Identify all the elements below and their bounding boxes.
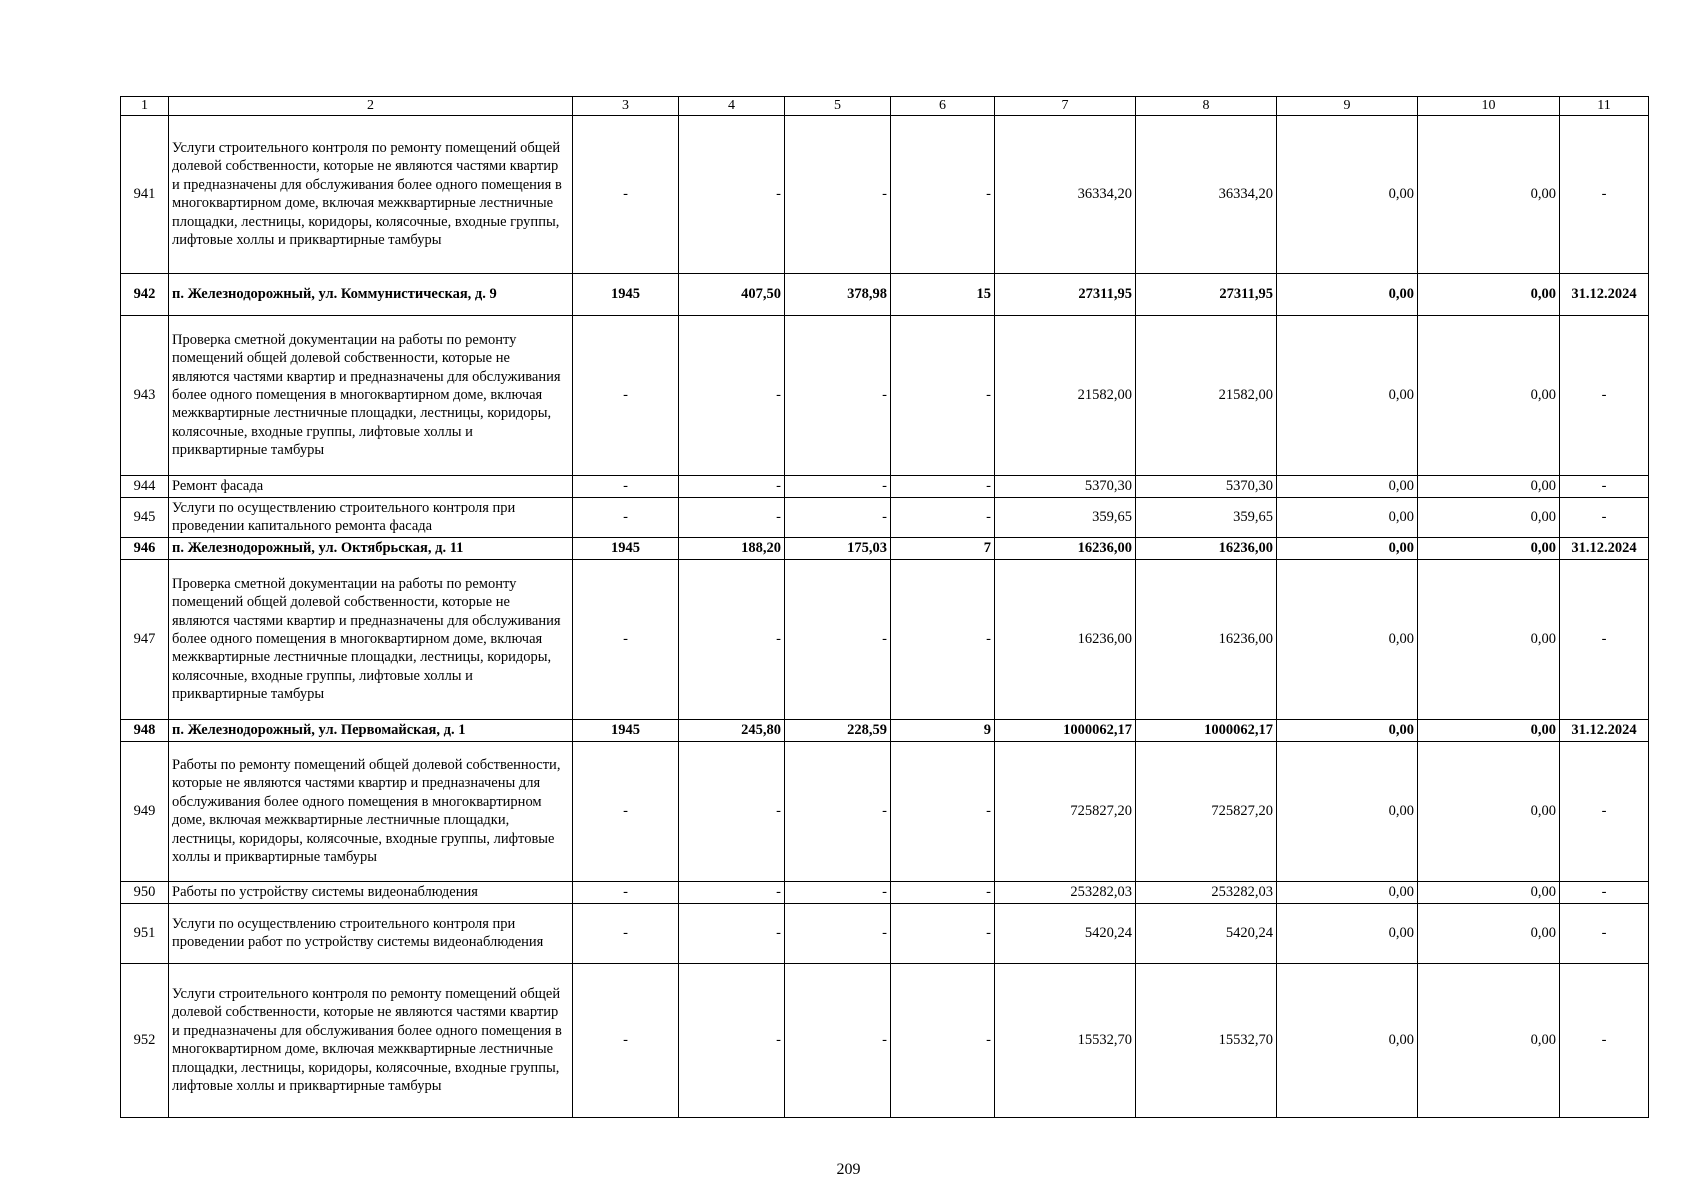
total-area-cell: - <box>679 903 785 963</box>
residents-cell: 7 <box>891 537 995 559</box>
description-cell: Работы по устройству системы видеонаблюдения <box>169 881 573 903</box>
living-area-cell: - <box>785 497 891 537</box>
table-row <box>121 881 1649 903</box>
cost-column-8-cell: 16236,00 <box>1136 559 1277 719</box>
table-row <box>121 741 1649 881</box>
cost-column-8-cell: 36334,20 <box>1136 115 1277 273</box>
row-number-cell: 949 <box>121 741 169 881</box>
cost-column-10-cell: 0,00 <box>1418 559 1560 719</box>
cost-column-9-cell: 0,00 <box>1277 497 1418 537</box>
address-row <box>121 537 1649 559</box>
completion-date-cell: - <box>1560 963 1649 1117</box>
residents-cell: - <box>891 741 995 881</box>
living-area-cell: - <box>785 881 891 903</box>
year-built-cell: - <box>573 559 679 719</box>
residents-cell: - <box>891 115 995 273</box>
year-built-cell: - <box>573 963 679 1117</box>
living-area-cell: - <box>785 315 891 475</box>
cost-column-8-cell: 5370,30 <box>1136 475 1277 497</box>
cost-column-10-cell: 0,00 <box>1418 273 1560 315</box>
row-number-cell: 948 <box>121 719 169 741</box>
description-cell: Услуги по осуществлению строительного контроля при проведении капитального ремонта фасада <box>169 497 573 537</box>
cost-column-8-cell: 359,65 <box>1136 497 1277 537</box>
year-built-cell: - <box>573 475 679 497</box>
row-number-cell: 951 <box>121 903 169 963</box>
completion-date-cell: 31.12.2024 <box>1560 273 1649 315</box>
completion-date-cell: - <box>1560 497 1649 537</box>
description-cell: Проверка сметной документации на работы по ремонту помещений общей долевой собственности, которые не являются частями квартир и предназначены для обслуживания более одного помещения в многоквартирном доме, включая межквартирные лестничные площадки, лестницы, коридоры, колясочные, входные группы, лифтовые холлы и приквартирные тамбуры <box>169 315 573 475</box>
row-number-cell: 944 <box>121 475 169 497</box>
description-cell: Услуги строительного контроля по ремонту помещений общей долевой собственности, которые не являются частями квартир и предназначены для обслуживания более одного помещения в многоквартирном доме, включая межквартирные лестничные площадки, лестницы, коридоры, колясочные, входные группы, лифтовые холлы и приквартирные тамбуры <box>169 115 573 273</box>
column-header-7: 7 <box>995 97 1136 116</box>
total-area-cell: - <box>679 963 785 1117</box>
completion-date-cell: - <box>1560 559 1649 719</box>
living-area-cell: - <box>785 963 891 1117</box>
table-row <box>121 497 1649 537</box>
cost-column-10-cell: 0,00 <box>1418 537 1560 559</box>
living-area-cell: - <box>785 559 891 719</box>
column-header-8: 8 <box>1136 97 1277 116</box>
cost-column-10-cell: 0,00 <box>1418 719 1560 741</box>
cost-column-8-cell: 16236,00 <box>1136 537 1277 559</box>
completion-date-cell: - <box>1560 115 1649 273</box>
description-cell: п. Железнодорожный, ул. Первомайская, д. 1 <box>169 719 573 741</box>
column-header-5: 5 <box>785 97 891 116</box>
total-cost-cell: 1000062,17 <box>995 719 1136 741</box>
year-built-cell: 1945 <box>573 273 679 315</box>
total-area-cell: - <box>679 475 785 497</box>
cost-column-10-cell: 0,00 <box>1418 741 1560 881</box>
cost-column-8-cell: 27311,95 <box>1136 273 1277 315</box>
total-area-cell: - <box>679 741 785 881</box>
total-cost-cell: 16236,00 <box>995 559 1136 719</box>
column-header-1: 1 <box>121 97 169 116</box>
residents-cell: - <box>891 559 995 719</box>
table-row <box>121 963 1649 1117</box>
row-number-cell: 942 <box>121 273 169 315</box>
year-built-cell: 1945 <box>573 719 679 741</box>
table-row <box>121 315 1649 475</box>
completion-date-cell: 31.12.2024 <box>1560 537 1649 559</box>
cost-column-9-cell: 0,00 <box>1277 719 1418 741</box>
row-number-cell: 952 <box>121 963 169 1117</box>
cost-column-9-cell: 0,00 <box>1277 963 1418 1117</box>
total-cost-cell: 359,65 <box>995 497 1136 537</box>
completion-date-cell: - <box>1560 881 1649 903</box>
table-row <box>121 475 1649 497</box>
column-header-9: 9 <box>1277 97 1418 116</box>
total-cost-cell: 15532,70 <box>995 963 1136 1117</box>
total-area-cell: 188,20 <box>679 537 785 559</box>
total-area-cell: 245,80 <box>679 719 785 741</box>
row-number-cell: 943 <box>121 315 169 475</box>
year-built-cell: - <box>573 497 679 537</box>
row-number-cell: 945 <box>121 497 169 537</box>
description-cell: Услуги строительного контроля по ремонту помещений общей долевой собственности, которые не являются частями квартир и предназначены для обслуживания более одного помещения в многоквартирном доме, включая межквартирные лестничные площадки, лестницы, коридоры, колясочные, входные группы, лифтовые холлы и приквартирные тамбуры <box>169 963 573 1117</box>
completion-date-cell: 31.12.2024 <box>1560 719 1649 741</box>
column-header-6: 6 <box>891 97 995 116</box>
column-header-2: 2 <box>169 97 573 116</box>
total-cost-cell: 725827,20 <box>995 741 1136 881</box>
year-built-cell: 1945 <box>573 537 679 559</box>
total-cost-cell: 253282,03 <box>995 881 1136 903</box>
year-built-cell: - <box>573 115 679 273</box>
residents-cell: - <box>891 903 995 963</box>
living-area-cell: 175,03 <box>785 537 891 559</box>
cost-column-8-cell: 21582,00 <box>1136 315 1277 475</box>
year-built-cell: - <box>573 881 679 903</box>
residents-cell: 9 <box>891 719 995 741</box>
cost-column-8-cell: 15532,70 <box>1136 963 1277 1117</box>
cost-column-9-cell: 0,00 <box>1277 741 1418 881</box>
cost-column-10-cell: 0,00 <box>1418 315 1560 475</box>
total-area-cell: - <box>679 315 785 475</box>
column-header-4: 4 <box>679 97 785 116</box>
cost-column-10-cell: 0,00 <box>1418 497 1560 537</box>
row-number-cell: 950 <box>121 881 169 903</box>
total-cost-cell: 5370,30 <box>995 475 1136 497</box>
completion-date-cell: - <box>1560 475 1649 497</box>
address-row <box>121 273 1649 315</box>
table-row <box>121 903 1649 963</box>
completion-date-cell: - <box>1560 741 1649 881</box>
column-header-10: 10 <box>1418 97 1560 116</box>
total-cost-cell: 5420,24 <box>995 903 1136 963</box>
completion-date-cell: - <box>1560 903 1649 963</box>
cost-column-8-cell: 253282,03 <box>1136 881 1277 903</box>
residents-cell: - <box>891 475 995 497</box>
cost-column-9-cell: 0,00 <box>1277 903 1418 963</box>
cost-column-10-cell: 0,00 <box>1418 115 1560 273</box>
living-area-cell: - <box>785 903 891 963</box>
residents-cell: - <box>891 881 995 903</box>
page-number: 209 <box>836 1161 861 1178</box>
cost-column-10-cell: 0,00 <box>1418 963 1560 1117</box>
cost-column-9-cell: 0,00 <box>1277 881 1418 903</box>
description-cell: Работы по ремонту помещений общей долевой собственности, которые не являются частями квартир и предназначены для обслуживания более одного помещения в многоквартирном доме, включая межквартирные лестничные площадки, лестницы, коридоры, колясочные, входные группы, лифтовые холлы и приквартирные тамбуры <box>169 741 573 881</box>
description-cell: Проверка сметной документации на работы по ремонту помещений общей долевой собственности, которые не являются частями квартир и предназначены для обслуживания более одного помещения в многоквартирном доме, включая межквартирные лестничные площадки, лестницы, коридоры, колясочные, входные группы, лифтовые холлы и приквартирные тамбуры <box>169 559 573 719</box>
table-row <box>121 559 1649 719</box>
total-cost-cell: 21582,00 <box>995 315 1136 475</box>
cost-column-8-cell: 725827,20 <box>1136 741 1277 881</box>
cost-column-9-cell: 0,00 <box>1277 559 1418 719</box>
cost-column-10-cell: 0,00 <box>1418 903 1560 963</box>
living-area-cell: - <box>785 115 891 273</box>
residents-cell: - <box>891 315 995 475</box>
address-row <box>121 719 1649 741</box>
description-cell: п. Железнодорожный, ул. Коммунистическая, д. 9 <box>169 273 573 315</box>
total-cost-cell: 36334,20 <box>995 115 1136 273</box>
total-area-cell: 407,50 <box>679 273 785 315</box>
table-row <box>121 115 1649 273</box>
residents-cell: - <box>891 497 995 537</box>
cost-column-9-cell: 0,00 <box>1277 475 1418 497</box>
cost-column-9-cell: 0,00 <box>1277 537 1418 559</box>
residents-cell: 15 <box>891 273 995 315</box>
cost-column-9-cell: 0,00 <box>1277 315 1418 475</box>
row-number-cell: 941 <box>121 115 169 273</box>
row-number-cell: 947 <box>121 559 169 719</box>
year-built-cell: - <box>573 741 679 881</box>
column-header-11: 11 <box>1560 97 1649 116</box>
cost-column-10-cell: 0,00 <box>1418 881 1560 903</box>
year-built-cell: - <box>573 315 679 475</box>
cost-column-9-cell: 0,00 <box>1277 273 1418 315</box>
total-cost-cell: 27311,95 <box>995 273 1136 315</box>
row-number-cell: 946 <box>121 537 169 559</box>
description-cell: Ремонт фасада <box>169 475 573 497</box>
total-area-cell: - <box>679 115 785 273</box>
total-cost-cell: 16236,00 <box>995 537 1136 559</box>
repair-schedule-table <box>120 96 1649 1118</box>
header-row <box>121 97 1649 116</box>
cost-column-8-cell: 5420,24 <box>1136 903 1277 963</box>
column-header-3: 3 <box>573 97 679 116</box>
living-area-cell: 378,98 <box>785 273 891 315</box>
cost-column-9-cell: 0,00 <box>1277 115 1418 273</box>
completion-date-cell: - <box>1560 315 1649 475</box>
living-area-cell: - <box>785 741 891 881</box>
living-area-cell: - <box>785 475 891 497</box>
total-area-cell: - <box>679 497 785 537</box>
description-cell: Услуги по осуществлению строительного контроля при проведении работ по устройству системы видеонаблюдения <box>169 903 573 963</box>
description-cell: п. Железнодорожный, ул. Октябрьская, д. 11 <box>169 537 573 559</box>
total-area-cell: - <box>679 881 785 903</box>
year-built-cell: - <box>573 903 679 963</box>
cost-column-10-cell: 0,00 <box>1418 475 1560 497</box>
cost-column-8-cell: 1000062,17 <box>1136 719 1277 741</box>
living-area-cell: 228,59 <box>785 719 891 741</box>
total-area-cell: - <box>679 559 785 719</box>
residents-cell: - <box>891 963 995 1117</box>
